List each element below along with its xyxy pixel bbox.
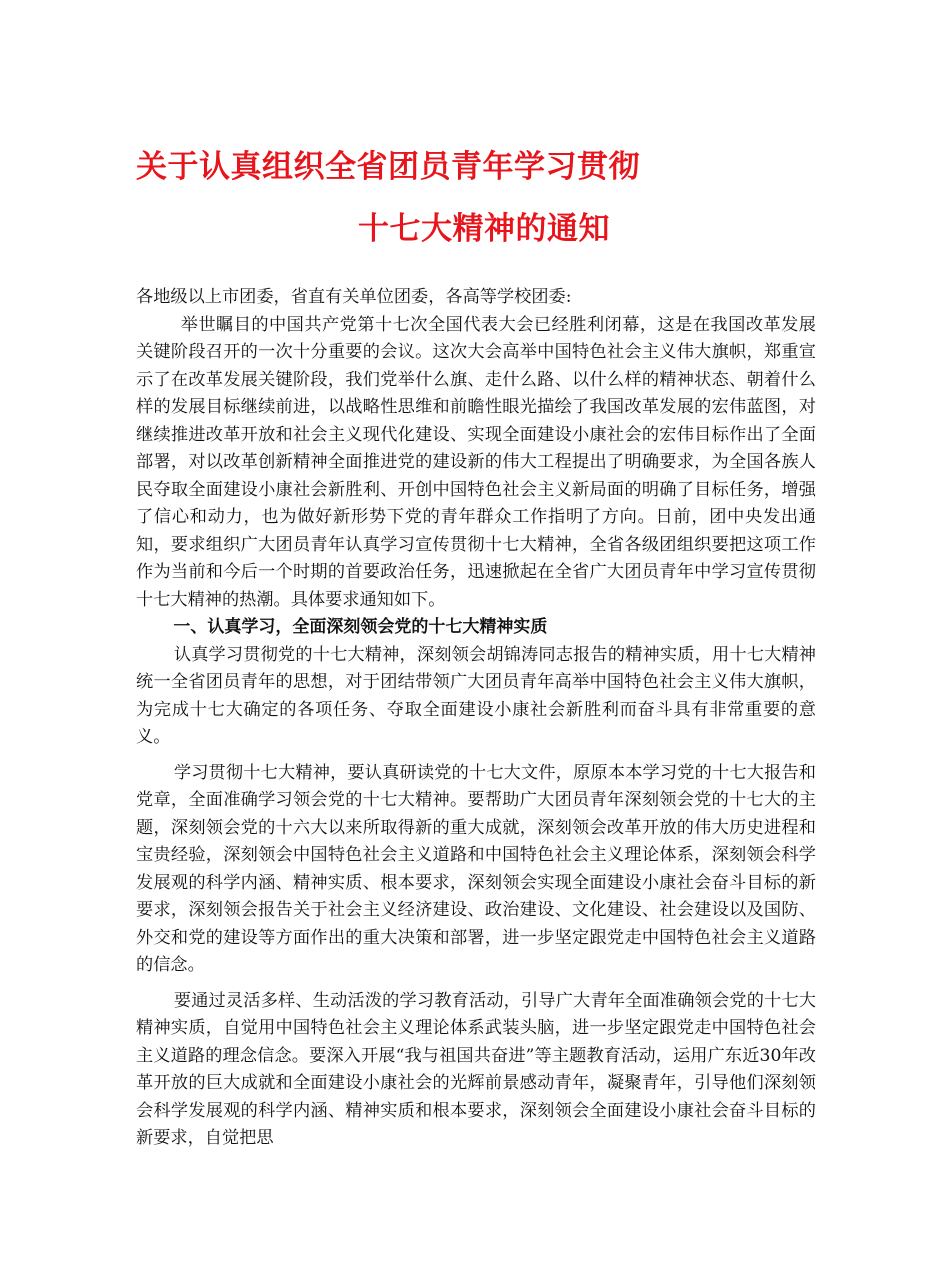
section1-paragraph-3: 要通过灵活多样、生动活泼的学习教育活动，引导广大青年全面准确领会党的十七大精神实质，自觉用中国特色社会主义理论体系武装头脑，进一步坚定跟党走中国特色社会主义道路的理念信念。要深入开展“我与祖国共奋进”等主题教育活动，运用广东近30年改革开放的巨大成就和全面建设小康社会的光辉前景感动青年，凝聚青年，引导他们深刻领会科学发展观的科学内涵、精神实质和根本要求，深刻领会全面建设小康社会奋斗目标的新要求，自觉把思 [136,990,816,1148]
document-title-line-1: 关于认真组织全省团员青年学习贯彻 [136,149,640,185]
section1-paragraph-2: 学习贯彻十七大精神，要认真研读党的十七大文件，原原本本学习党的十七大报告和党章，全面准确学习领会党的十七大精神。要帮助广大团员青年深刻领会党的十七大的主题，深刻领会党的十六大以来所取得新的重大成就，深刻领会改革开放的伟大历史进程和宝贵经验，深刻领会中国特色社会主义道路和中国特色社会主义理论体系，深刻领会科学发展观的科学内涵、精神实质、根本要求，深刻领会实现全面建设小康社会奋斗目标的新要求，深刻领会报告关于社会主义经济建设、政治建设、文化建设、社会建设以及国防、外交和党的建设等方面作出的重大决策和部署，进一步坚定跟党走中国特色社会主义道路的信念。 [136,762,816,975]
section-heading-1: 一、认真学习，全面深刻领会党的十七大精神实质 [173,617,548,637]
salutation: 各地级以上市团委，省直有关单位团委，各高等学校团委: [136,287,572,307]
document-title-line-2: 十七大精神的通知 [358,211,610,247]
document-body [136,284,816,1153]
intro-paragraph: 举世瞩目的中国共产党第十七次全国代表大会已经胜利闭幕，这是在我国改革发展关键阶段召开的一次十分重要的会议。这次大会高举中国特色社会主义伟大旗帜，郑重宣示了在改革发展关键阶段，我们党举什么旗、走什么路、以什么样的精神状态、朝着什么样的发展目标继续前进，以战略性思维和前瞻性眼光描绘了我国改革发展的宏伟蓝图，对继续推进改革开放和社会主义现代化建设、实现全面建设小康社会的宏伟目标作出了全面部署，对以改革创新精神全面推进党的建设新的伟大工程提出了明确要求，为全国各族人民夺取全面建设小康社会新胜利、开创中国特色社会主义新局面的明确了目标任务，增强了信心和动力，也为做好新形势下党的青年群众工作指明了方向。日前，团中央发出通知，要求组织广大团员青年认真学习宣传贯彻十七大精神，全省各级团组织要把这项工作作为当前和今后一个时期的首要政治任务，迅速掀起在全省广大团员青年中学习宣传贯彻十七大精神的热潮。具体要求通知如下。 [136,314,816,610]
section1-paragraph-1: 认真学习贯彻党的十七大精神，深刻领会胡锦涛同志报告的精神实质，用十七大精神统一全省团员青年的思想，对于团结带领广大团员青年高举中国特色社会主义伟大旗帜，为完成十七大确定的各项任务、夺取全面建设小康社会新胜利而奋斗具有非常重要的意义。 [136,644,816,747]
